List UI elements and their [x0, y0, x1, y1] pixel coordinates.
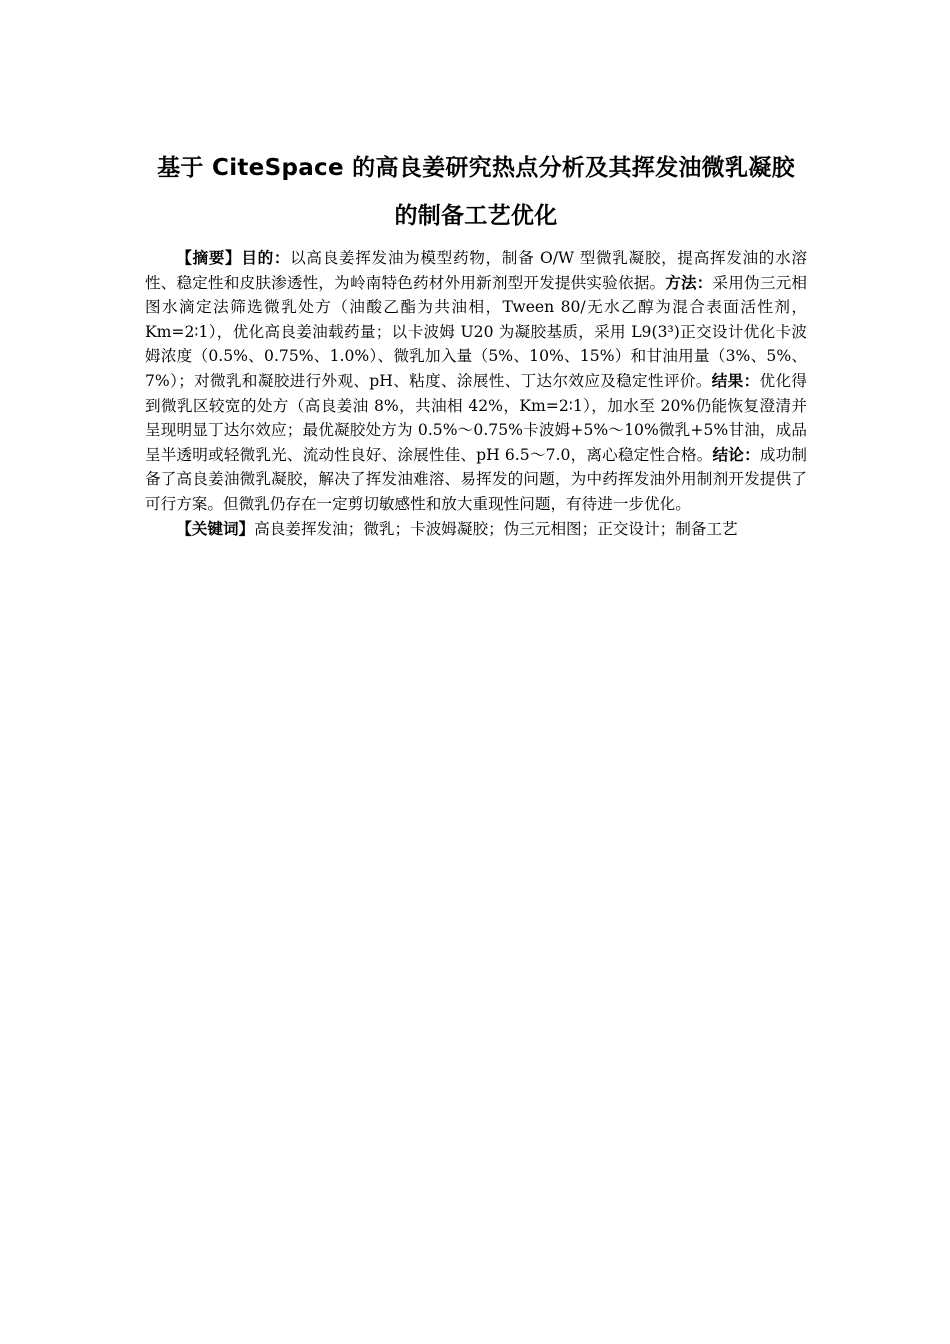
abstract-paragraph: [145, 246, 807, 517]
methods-text: 采用伪三元相图水滴定法筛选微乳处方（油酸乙酯为共油相，Tween 80/无水乙醇为混合表面活性剂，Km=2∶1），优化高良姜油载药量；以卡波姆 U20 为凝胶基质，采用 L9(3³)正交设计优化卡波姆浓度（0.5%、0.75%、1.0%）、微乳加入量（5%、10%、15%）和甘油用量（3%、5%、7%）；对微乳和凝胶进行外观、pH、粘度、涂展性、丁达尔效应及稳定性评价。: [145, 273, 807, 390]
keywords-text: 高良姜挥发油；微乳；卡波姆凝胶；伪三元相图；正交设计；制备工艺: [254, 519, 738, 538]
keywords-paragraph: [145, 517, 807, 542]
conclusion-text: 成功制备了高良姜油微乳凝胶，解决了挥发油难溶、易挥发的问题，为中药挥发油外用制剂开发提供了可行方案。但微乳仍存在一定剪切敏感性和放大重现性问题，有待进一步优化。: [145, 445, 807, 513]
results-label: 结果：: [711, 371, 760, 390]
paper-page: [145, 144, 807, 541]
methods-label: 方法：: [665, 273, 713, 292]
abstract-section: [145, 246, 807, 541]
results-text: 优化得到微乳区较宽的处方（高良姜油 8%，共油相 42%，Km=2∶1），加水至 20%仍能恢复澄清并呈现明显丁达尔效应；最优凝胶处方为 0.5%～0.75%卡波姆+5%～10%微乳+5%甘油，成品呈半透明或轻微乳光、流动性良好、涂展性佳、pH 6.5～7.0，离心稳定性合格。: [145, 371, 807, 464]
objective-label: 目的：: [241, 249, 291, 267]
title-line-2: 的制备工艺优化: [394, 203, 558, 229]
abstract-heading: 【摘要】: [176, 249, 242, 267]
objective-text: 以高良姜挥发油为模型药物，制备 O/W 型微乳凝胶，提高挥发油的水溶性、稳定性和皮肤渗透性，为岭南特色药材外用新剂型开发提供实验依据。: [145, 249, 807, 292]
keywords-heading: 【关键词】: [176, 519, 255, 538]
conclusion-label: 结论：: [712, 445, 760, 464]
title-line-1: 基于 CiteSpace 的高良姜研究热点分析及其挥发油微乳凝胶: [157, 155, 795, 181]
paper-title: [145, 144, 807, 240]
